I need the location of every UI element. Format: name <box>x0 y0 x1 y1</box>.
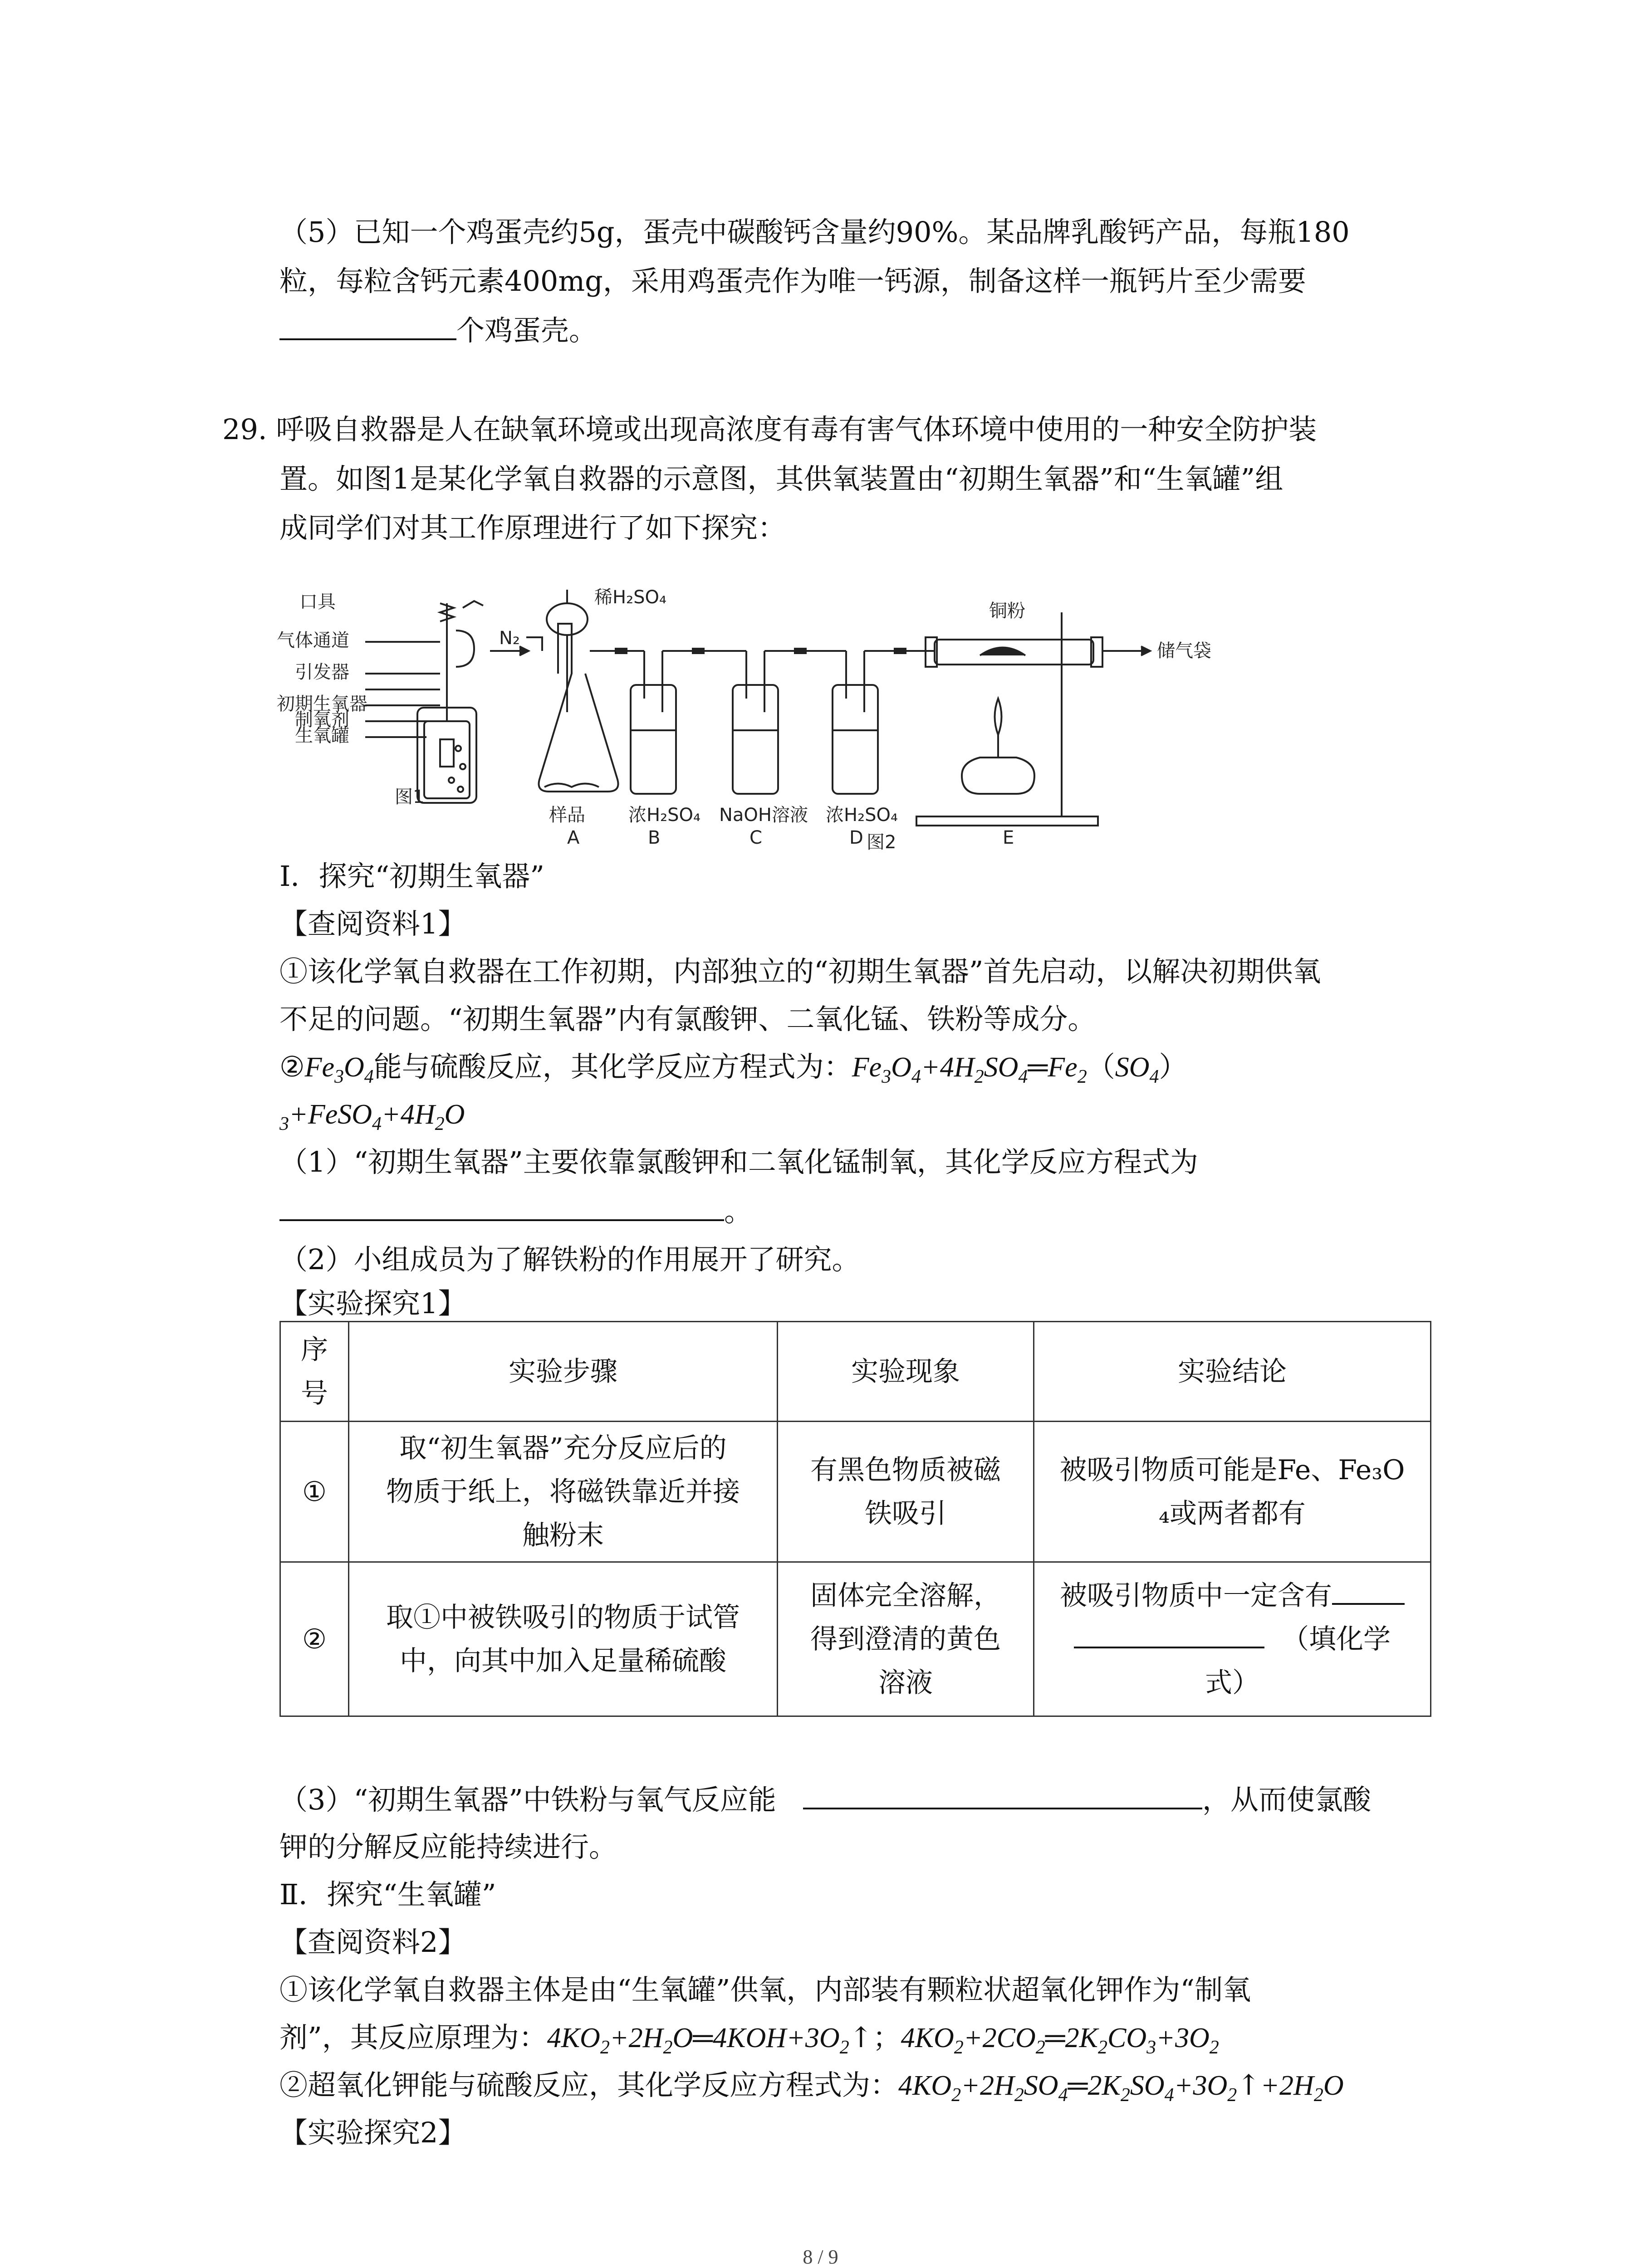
header-step: 实验步骤 <box>349 1322 778 1422</box>
q28-5-line3 <box>279 307 597 354</box>
q3-line2: 钾的分解反应能持续进行。 <box>279 1830 617 1863</box>
answer-blank[interactable] <box>279 307 456 340</box>
fig1-caption: 图1 <box>395 787 425 807</box>
row1-phenomenon <box>778 1422 1034 1562</box>
row1-conclusion <box>1034 1422 1431 1562</box>
label-oxygen-canister: 生氧罐 <box>295 725 349 746</box>
label-initiator: 引发器 <box>295 662 349 683</box>
q29-line3: 成同学们对其工作原理进行了如下探究： <box>279 511 786 544</box>
exp2-heading: 【实验探究2】 <box>279 2116 466 2149</box>
q29-line1: 29. 呼吸自救器是人在缺氧环境或出现高浓度有毒有害气体环境中使用的一种安全防护装 <box>222 413 1317 446</box>
row2-step <box>349 1562 778 1716</box>
ref2-heading: 【查阅资料2】 <box>279 1926 466 1959</box>
row2-no: ② <box>280 1562 349 1716</box>
row1-step-line: 触粉末 <box>522 1519 604 1551</box>
ref1-item2-cont: $_3+FeSO_4+4H_2O$ <box>279 1099 465 1134</box>
header-conclusion: 实验结论 <box>1034 1322 1431 1422</box>
label-sample: 样品 <box>549 805 585 826</box>
table-header-row <box>280 1322 1431 1422</box>
ref1-line2: 不足的问题。“初期生氧器”内有氯酸钾、二氧化锰、铁粉等成分。 <box>279 1002 1096 1036</box>
label-bottle-b: 浓H₂SO₄ <box>628 805 701 826</box>
row1-step <box>349 1422 778 1562</box>
row2-step-line: 取①中被铁吸引的物质于试管 <box>386 1601 740 1633</box>
row1-concl-line: 被吸引物质可能是Fe、Fe₃O <box>1059 1454 1405 1486</box>
header-no-text: 序号 <box>301 1334 328 1409</box>
letter-e: E <box>1003 827 1014 848</box>
row1-concl-line: ₄或两者都有 <box>1158 1497 1306 1530</box>
ref2-line3-text: ②超氧化钾能与硫酸反应，其化学反应方程式为： <box>279 2068 899 2102</box>
answer-blank[interactable] <box>279 1188 724 1221</box>
item2-marker: ② <box>279 1050 305 1083</box>
ref1-line1: ①该化学氧自救器在工作初期，内部独立的“初期生氧器”首先启动，以解决初期供氧 <box>279 955 1321 988</box>
label-n2: N₂ <box>499 628 520 649</box>
row2-phen-line: 溶液 <box>878 1667 933 1699</box>
label-initial-generator: 初期生氧器 <box>277 694 367 714</box>
section1-title: Ⅰ．探究“初期生氧器” <box>279 860 544 893</box>
q1-text: （1）“初期生氧器”主要依靠氯酸钾和二氧化锰制氧，其化学反应方程式为 <box>279 1145 1198 1178</box>
label-mouthpiece: 口具 <box>299 591 336 612</box>
fig2-caption: 图2 <box>867 832 896 853</box>
row1-no: ① <box>280 1422 349 1562</box>
ref2-line2: 剂”，其反应原理为：$4KO_2+2H_2O═4KOH+3O_2↑$；$4KO_2+2CO_2═2K_2CO_3+3O_2$ <box>279 2021 1219 2058</box>
row1-step-line: 物质于纸上，将磁铁靠近并接 <box>386 1476 740 1508</box>
ref1-item2: $②Fe_3O_4$能与硫酸反应，其化学反应方程式为：$Fe_3O_4+4H_2SO_4═Fe_2(SO_4)$ <box>279 1050 1187 1087</box>
q28-5-line2: 粒，每粒含钙元素400mg，采用鸡蛋壳作为唯一钙源，制备这样一瓶钙片至少需要 <box>279 264 1306 298</box>
page-number: 8 / 9 <box>803 2246 838 2268</box>
letter-b: B <box>648 827 661 848</box>
row2-concl-text: 被吸引物质中一定含有 <box>1060 1579 1332 1612</box>
section2-title: Ⅱ．探究“生氧罐” <box>279 1878 496 1911</box>
label-gas-bag: 储气袋 <box>1157 640 1211 661</box>
letter-a: A <box>567 827 580 848</box>
row2-phen-line: 固体完全溶解， <box>810 1579 1001 1612</box>
table-row <box>280 1562 1431 1716</box>
row2-step-line: 中，向其中加入足量稀硫酸 <box>400 1645 726 1677</box>
answer-blank[interactable] <box>803 1776 1202 1809</box>
answer-blank[interactable] <box>1074 1618 1264 1648</box>
row1-phen-line: 铁吸引 <box>865 1497 946 1530</box>
q28-5-line1: （5）已知一个鸡蛋壳约5g，蛋壳中碳酸钙含量约90%。某品牌乳酸钙产品，每瓶180 <box>279 215 1350 249</box>
header-phenomenon: 实验现象 <box>778 1322 1034 1422</box>
row2-phenomenon <box>778 1562 1034 1716</box>
row2-concl-line <box>1046 1618 1418 1661</box>
answer-blank[interactable] <box>1332 1574 1405 1605</box>
row2-concl-line: 式） <box>1205 1667 1259 1699</box>
ref1-heading: 【查阅资料1】 <box>279 907 466 940</box>
item2-text: 能与硫酸反应，其化学反应方程式为： <box>373 1050 852 1083</box>
row1-step-line: 取“初生氧器”充分反应后的 <box>399 1432 727 1464</box>
ref2-line2-text: 剂”，其反应原理为： <box>279 2021 547 2054</box>
row2-phen-line: 得到澄清的黄色 <box>810 1623 1001 1655</box>
letter-c: C <box>749 827 762 848</box>
exp1-heading: 【实验探究1】 <box>279 1287 466 1320</box>
label-copper: 铜粉 <box>989 601 1025 621</box>
label-gas-channel: 气体通道 <box>277 630 349 651</box>
experiment-table <box>279 1321 1431 1717</box>
row2-concl-line <box>1046 1574 1418 1618</box>
label-oxygen-agent: 制氧剂 <box>295 709 349 730</box>
label-bottle-c: NaOH溶液 <box>719 805 808 826</box>
q1-period: 。 <box>724 1195 753 1228</box>
row1-phen-line: 有黑色物质被磁 <box>810 1454 1001 1486</box>
q29-line2: 置。如图1是某化学氧自救器的示意图，其供氧装置由“初期生氧器”和“生氧罐”组 <box>279 462 1283 495</box>
q3-text-b: ，从而使氯酸 <box>1202 1783 1371 1816</box>
table-row <box>280 1422 1431 1562</box>
q3-line1 <box>279 1776 1371 1823</box>
ref2-line3: ②超氧化钾能与硫酸反应，其化学反应方程式为：$4KO_2+2H_2SO_4═2K_2SO_4+3O_2↑+2H_2O$ <box>279 2068 1344 2106</box>
q28-5-line3-text: 个鸡蛋壳。 <box>456 314 598 347</box>
q2-text: （2）小组成员为了解铁粉的作用展开了研究。 <box>279 1243 860 1276</box>
letter-d: D <box>849 827 863 848</box>
label-dilute-acid: 稀H₂SO₄ <box>594 587 667 608</box>
label-bottle-d: 浓H₂SO₄ <box>826 805 898 826</box>
q1-answer <box>279 1188 752 1235</box>
header-no <box>280 1322 349 1422</box>
q3-text-a: （3）“初期生氧器”中铁粉与氧气反应能 <box>279 1783 776 1816</box>
row2-concl-text: （填化学 <box>1282 1623 1391 1655</box>
ref2-line1: ①该化学氧自救器主体是由“生氧罐”供氧，内部装有颗粒状超氧化钾作为“制氧 <box>279 1973 1251 2006</box>
apparatus-figure <box>272 576 1225 853</box>
row2-conclusion <box>1034 1562 1431 1716</box>
